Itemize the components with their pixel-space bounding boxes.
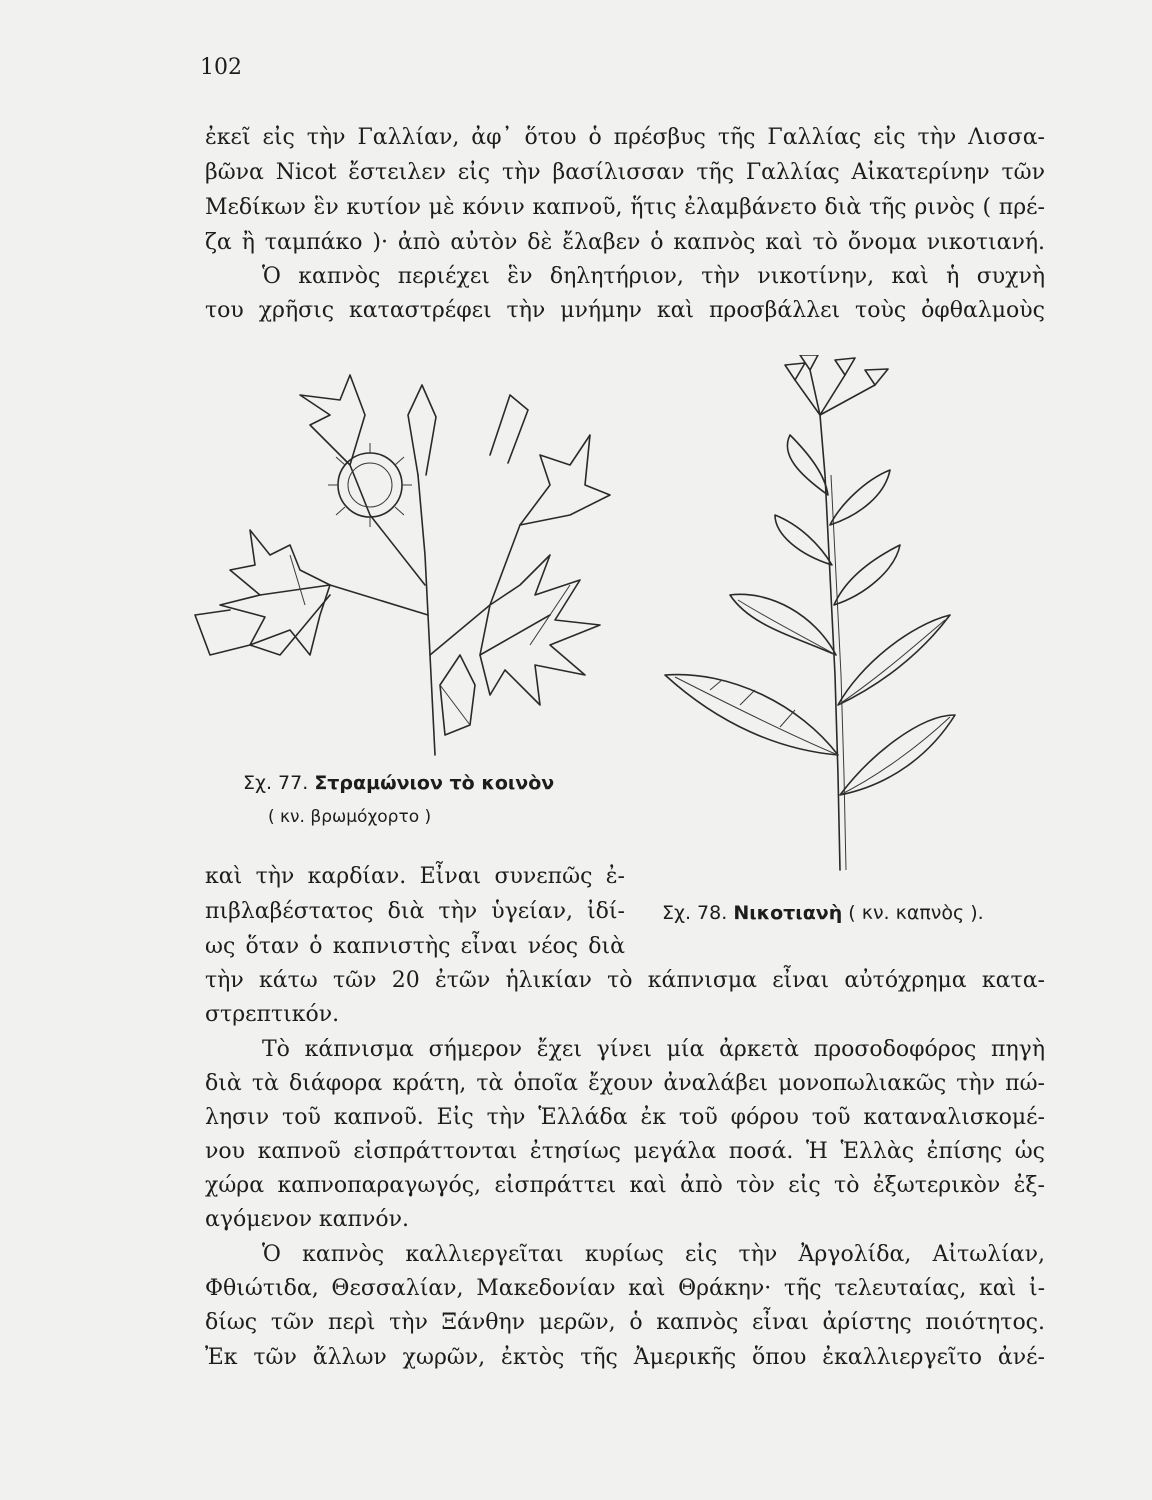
stramonium-illustration (190, 355, 620, 765)
page-number: 102 (200, 55, 242, 80)
text-line: διὰ τὰ διάφορα κράτη, τὰ ὁποῖα ἔχουν ἀναλάβει μονοπωλιακῶς τὴν πώ- (205, 1071, 1045, 1096)
text-line: Ἐκ τῶν ἄλλων χωρῶν, ἐκτὸς τῆς Ἀμερικῆς ὅπου ἐκαλλιεργεῖτο ἀνέ- (205, 1345, 1045, 1370)
text-line: δίως τῶν περὶ τὴν Ξάνθην μερῶν, ὁ καπνὸς εἶναι ἀρίστης ποιότητος. (205, 1310, 1045, 1335)
text-line: ως ὅταν ὁ καπνιστὴς εἶναι νέος διὰ (205, 934, 625, 959)
text-line: καὶ τὴν καρδίαν. Εἶναι συνεπῶς ἐ- (205, 864, 625, 889)
tobacco-illustration (660, 355, 960, 875)
text-line: στρεπτικόν. (205, 1002, 340, 1027)
figure-77-caption (243, 772, 554, 794)
text-line: Μεδίκων ἓν κυτίον μὲ κόνιν καπνοῦ, ἥτις ἐλαμβάνετο διὰ τῆς ρινὸς ( πρέ- (205, 195, 1045, 220)
figure-78-label: Σχ. 78. (662, 902, 728, 924)
figure-78-caption (662, 902, 984, 924)
text-line: Ὁ καπνὸς καλλιεργεῖται κυρίως εἰς τὴν Ἀργολίδα, Αἰτωλίαν, (262, 1242, 1045, 1267)
text-line: νου καπνοῦ εἰσπράττονται ἐτησίως μεγάλα ποσά. Ἡ Ἑλλὰς ἐπίσης ὡς (205, 1139, 1045, 1164)
text-line: αγόμενον καπνόν. (205, 1207, 409, 1232)
text-line: Ὁ καπνὸς περιέχει ἓν δηλητήριον, τὴν νικοτίνην, καὶ ἡ συχνὴ (262, 264, 1045, 289)
text-line: Τὸ κάπνισμα σήμερον ἔχει γίνει μία ἀρκετὰ προσοδοφόρος πηγὴ (262, 1037, 1045, 1062)
figure-77-subtitle: ( κν. βρωμόχορτο ) (268, 807, 432, 827)
figure-78-title: Νικοτιανὴ (733, 902, 843, 924)
figure-77-label: Σχ. 77. (243, 772, 309, 794)
text-line: Φθιώτιδα, Θεσσαλίαν, Μακεδονίαν καὶ Θράκην· τῆς τελευταίας, καὶ ἰ- (205, 1276, 1045, 1301)
text-line: λησιν τοῦ καπνοῦ. Εἰς τὴν Ἑλλάδα ἐκ τοῦ φόρου τοῦ καταναλισκομέ- (205, 1105, 1045, 1130)
text-line: ζα ἢ ταμπάκο )· ἀπὸ αὐτὸν δὲ ἔλαβεν ὁ καπνὸς καὶ τὸ ὄνομα νικοτιανή. (205, 230, 1045, 255)
text-line: ἐκεῖ εἰς τὴν Γαλλίαν, ἀφ᾽ ὅτου ὁ πρέσβυς τῆς Γαλλίας εἰς τὴν Λισσα- (205, 125, 1045, 150)
text-line: τὴν κάτω τῶν 20 ἐτῶν ἡλικίαν τὸ κάπνισμα εἶναι αὐτόχρημα κατα- (205, 968, 1045, 993)
text-line: χώρα καπνοπαραγωγός, εἰσπράττει καὶ ἀπὸ τὸν εἰς τὸ ἐξωτερικὸν ἐξ- (205, 1173, 1045, 1198)
text-line: βῶνα Nicot ἔστειλεν εἰς τὴν βασίλισσαν τῆς Γαλλίας Αἰκατερίνην τῶν (205, 160, 1045, 185)
text-line: του χρῆσις καταστρέφει τὴν μνήμην καὶ προσβάλλει τοὺς ὀφθαλμοὺς (205, 298, 1045, 323)
text-line: πιβλαβέστατος διὰ τὴν ὑγείαν, ἰδί- (205, 899, 625, 924)
figure-78-subtitle: ( κν. καπνὸς ). (848, 902, 984, 924)
figure-77-title: Στραμώνιον τὸ κοινὸν (314, 772, 555, 794)
